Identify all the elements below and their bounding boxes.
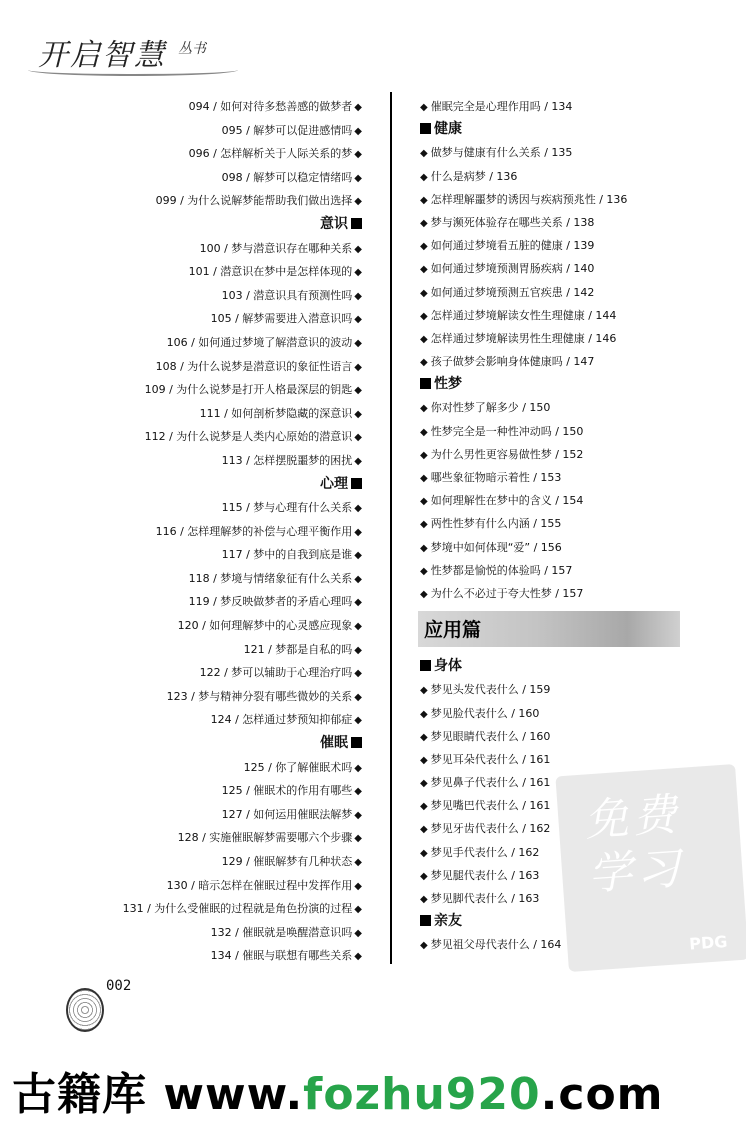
diamond-bullet-icon: ◆	[354, 621, 362, 633]
toc-entry-text: 105 / 解梦需要进入潜意识吗	[210, 312, 353, 326]
footer-highlight: fozhu920	[303, 1069, 541, 1120]
page-number: 002	[106, 978, 132, 994]
toc-entry-text: 孩子做梦会影响身体健康吗 / 147	[430, 355, 595, 369]
section-heading-label: 心理	[320, 475, 348, 492]
diamond-bullet-icon: ◆	[354, 385, 362, 397]
toc-entry-text: 117 / 梦中的自我到底是谁	[221, 548, 353, 562]
toc-entry-text: 催眠完全是心理作用吗 / 134	[430, 100, 573, 113]
toc-entry-text: 梦见腿代表什么 / 163	[430, 868, 540, 882]
toc-entry[interactable]	[420, 211, 690, 234]
toc-entry-text: 127 / 如何运用催眠法解梦	[221, 807, 353, 821]
section-heading	[420, 118, 690, 141]
series-title: 开启智慧	[38, 38, 166, 73]
toc-entry-text: 哪些象征物暗示着性 / 153	[430, 471, 562, 484]
toc-entry[interactable]	[80, 355, 362, 379]
toc-entry-text: 怎样通过梦境解读男性生理健康 / 146	[430, 331, 617, 345]
diamond-bullet-icon: ◆	[354, 668, 362, 680]
toc-entry-text: 100 / 梦与潜意识存在哪种关系	[199, 241, 353, 255]
toc-entry-text: 梦见祖父母代表什么 / 164	[430, 938, 562, 952]
toc-entry-text: 111 / 如何剖析梦隐藏的深意识	[199, 406, 353, 420]
diamond-bullet-icon: ◆	[420, 102, 428, 113]
toc-entry[interactable]	[80, 142, 362, 166]
diamond-bullet-icon: ◆	[420, 171, 428, 183]
section-heading	[420, 655, 690, 678]
diamond-bullet-icon: ◆	[354, 125, 362, 137]
part-banner-title: 应用篇	[424, 619, 482, 642]
section-heading-label: 催眠	[320, 735, 348, 752]
diamond-bullet-icon: ◆	[354, 290, 362, 302]
toc-entry[interactable]	[80, 119, 362, 143]
toc-entry-text: 梦见嘴巴代表什么 / 161	[430, 799, 551, 813]
toc-entry[interactable]	[80, 708, 362, 732]
diamond-bullet-icon: ◆	[420, 542, 428, 554]
toc-entry-text: 106 / 如何通过梦境了解潜意识的波动	[166, 335, 353, 349]
toc-entry-text: 梦见鼻子代表什么 / 161	[430, 776, 551, 790]
diamond-bullet-icon: ◆	[354, 503, 362, 515]
diamond-bullet-icon: ◆	[420, 801, 428, 813]
toc-entry-text: 131 / 为什么受催眠的过程就是角色扮演的过程	[122, 902, 353, 916]
footer-watermark	[0, 1048, 746, 1122]
section-heading-label: 性梦	[434, 376, 462, 393]
section-heading	[80, 213, 362, 237]
toc-entry-text: 122 / 梦可以辅助于心理治疗吗	[199, 666, 353, 680]
diamond-bullet-icon: ◆	[354, 526, 362, 538]
toc-entry-text: 性梦完全是一种性冲动吗 / 150	[430, 424, 584, 438]
toc-entry-text: 118 / 梦境与情绪象征有什么关系	[188, 571, 353, 585]
ornament-icon	[66, 988, 104, 1032]
toc-entry-text: 如何理解性在梦中的含义 / 154	[430, 494, 584, 508]
diamond-bullet-icon: ◆	[354, 267, 362, 279]
diamond-bullet-icon: ◆	[354, 833, 362, 845]
toc-entry[interactable]	[420, 466, 690, 489]
series-subtitle: 丛书	[178, 41, 206, 57]
toc-entry-text: 121 / 梦都是自私的吗	[243, 642, 353, 656]
watermark-stamp	[555, 764, 746, 972]
diamond-bullet-icon: ◆	[354, 243, 362, 255]
toc-entry[interactable]	[420, 420, 690, 443]
toc-entry[interactable]	[420, 678, 690, 701]
diamond-bullet-icon: ◆	[420, 778, 428, 790]
toc-entry-text: 130 / 暗示怎样在催眠过程中发挥作用	[166, 878, 353, 892]
toc-entry-text: 116 / 怎样理解梦的补偿与心理平衡作用	[155, 524, 353, 538]
toc-entry-text: 125 / 你了解催眠术吗	[243, 760, 353, 774]
diamond-bullet-icon: ◆	[420, 473, 428, 484]
page-number-area	[66, 978, 146, 1038]
toc-entry-text: 101 / 潜意识在梦中是怎样体现的	[188, 265, 353, 279]
diamond-bullet-icon: ◆	[420, 287, 428, 299]
series-header	[28, 28, 228, 76]
diamond-bullet-icon: ◆	[354, 762, 362, 774]
diamond-bullet-icon: ◆	[354, 857, 362, 868]
diamond-bullet-icon: ◆	[354, 314, 362, 326]
diamond-bullet-icon: ◆	[420, 588, 428, 600]
diamond-bullet-icon: ◆	[420, 685, 428, 697]
diamond-bullet-icon: ◆	[420, 708, 428, 720]
section-heading-label: 健康	[434, 121, 462, 138]
toc-entry-text: 115 / 梦与心理有什么关系	[221, 501, 353, 515]
toc-entry-text: 113 / 怎样摆脱噩梦的困扰	[221, 453, 353, 467]
toc-entry[interactable]	[80, 378, 362, 402]
toc-entry[interactable]	[80, 850, 362, 874]
diamond-bullet-icon: ◆	[354, 880, 362, 892]
toc-entry[interactable]	[420, 327, 690, 350]
toc-entry[interactable]	[80, 331, 362, 355]
toc-entry-text: 怎样通过梦境解读女性生理健康 / 144	[430, 308, 617, 322]
diamond-bullet-icon: ◆	[354, 927, 362, 939]
toc-entry-text: 梦见手代表什么 / 162	[430, 845, 540, 859]
toc-entry[interactable]	[80, 756, 362, 780]
toc-entry[interactable]	[80, 166, 362, 190]
toc-entry[interactable]	[420, 257, 690, 280]
diamond-bullet-icon: ◆	[420, 496, 428, 508]
toc-entry[interactable]	[80, 921, 362, 945]
diamond-bullet-icon: ◆	[354, 573, 362, 585]
diamond-bullet-icon: ◆	[420, 194, 428, 206]
toc-entry[interactable]	[420, 443, 690, 466]
toc-entry-text: 为什么男性更容易做性梦 / 152	[430, 447, 584, 461]
toc-entry[interactable]	[80, 685, 362, 709]
toc-entry-text: 129 / 催眠解梦有几种状态	[221, 855, 353, 868]
toc-entry[interactable]	[80, 803, 362, 827]
section-heading	[80, 732, 362, 756]
toc-entry-text: 128 / 实施催眠解梦需要哪六个步骤	[177, 831, 353, 845]
toc-entry-text: 什么是病梦 / 136	[430, 169, 518, 183]
toc-entry[interactable]	[420, 702, 690, 725]
footer-link[interactable]	[12, 1058, 664, 1122]
toc-entry-text: 如何通过梦境预测胃肠疾病 / 140	[430, 262, 595, 276]
toc-entry[interactable]	[80, 449, 362, 473]
toc-entry[interactable]	[420, 582, 690, 605]
toc-entry[interactable]	[80, 95, 362, 119]
toc-entry[interactable]	[420, 304, 690, 327]
toc-entry-text: 梦与濒死体验存在哪些关系 / 138	[430, 215, 595, 229]
toc-entry-text: 112 / 为什么说梦是人类内心原始的潜意识	[144, 430, 353, 444]
diamond-bullet-icon: ◆	[354, 597, 362, 609]
toc-entry[interactable]	[420, 165, 690, 188]
diamond-bullet-icon: ◆	[354, 809, 362, 821]
toc-entry[interactable]	[420, 748, 690, 771]
stamp-pdg: PDG	[688, 931, 728, 954]
toc-entry-text: 124 / 怎样通过梦预知抑郁症	[210, 713, 353, 727]
diamond-bullet-icon: ◆	[420, 241, 428, 253]
diamond-bullet-icon: ◆	[354, 337, 362, 349]
diamond-bullet-icon: ◆	[354, 550, 362, 562]
toc-entry-text: 109 / 为什么说梦是打开人格最深层的钥匙	[144, 383, 353, 397]
toc-entry[interactable]	[80, 567, 362, 591]
toc-entry-text: 125 / 催眠术的作用有哪些	[221, 784, 353, 798]
toc-entry[interactable]	[420, 536, 690, 559]
toc-entry[interactable]	[80, 661, 362, 685]
toc-entry[interactable]	[420, 141, 690, 164]
column-divider	[390, 92, 392, 964]
toc-entry-text: 如何通过梦境预测五官疾患 / 142	[430, 285, 595, 299]
toc-entry-text: 梦见牙齿代表什么 / 162	[430, 822, 551, 836]
toc-entry[interactable]	[80, 260, 362, 284]
diamond-bullet-icon: ◆	[354, 644, 362, 656]
diamond-bullet-icon: ◆	[354, 361, 362, 373]
section-heading	[420, 373, 690, 396]
diamond-bullet-icon: ◆	[420, 754, 428, 766]
diamond-bullet-icon: ◆	[420, 824, 428, 836]
toc-entry[interactable]	[80, 496, 362, 520]
stamp-text: 免费学习	[582, 788, 686, 901]
diamond-bullet-icon: ◆	[420, 519, 428, 531]
diamond-bullet-icon: ◆	[420, 940, 428, 952]
diamond-bullet-icon: ◆	[420, 333, 428, 345]
square-bullet-icon	[420, 660, 431, 671]
diamond-bullet-icon: ◆	[420, 310, 428, 322]
toc-entry[interactable]	[80, 520, 362, 544]
diamond-bullet-icon: ◆	[354, 172, 362, 184]
toc-entry-text: 梦见耳朵代表什么 / 161	[430, 752, 551, 766]
toc-entry[interactable]	[80, 284, 362, 308]
square-bullet-icon	[351, 478, 362, 489]
toc-entry[interactable]	[420, 188, 690, 211]
diamond-bullet-icon: ◆	[420, 565, 428, 577]
toc-left-column	[80, 95, 362, 968]
toc-entry[interactable]	[80, 779, 362, 803]
toc-entry-text: 103 / 潜意识具有预测性吗	[221, 288, 353, 302]
toc-entry[interactable]	[80, 543, 362, 567]
toc-entry-text: 性梦都是愉悦的体验吗 / 157	[430, 563, 573, 577]
toc-entry-text: 梦见头发代表什么 / 159	[430, 683, 551, 697]
header-swoosh	[28, 64, 238, 76]
diamond-bullet-icon: ◆	[420, 357, 428, 369]
toc-entry-text: 132 / 催眠就是唤醒潜意识吗	[210, 925, 353, 939]
diamond-bullet-icon: ◆	[420, 217, 428, 229]
toc-entry[interactable]	[80, 590, 362, 614]
diamond-bullet-icon: ◆	[354, 715, 362, 727]
square-bullet-icon	[420, 915, 431, 926]
toc-entry-text: 你对性梦了解多少 / 150	[430, 401, 551, 415]
toc-entry-text: 134 / 催眠与联想有哪些关系	[210, 949, 353, 963]
toc-entry[interactable]	[80, 874, 362, 898]
diamond-bullet-icon: ◆	[354, 786, 362, 798]
toc-entry[interactable]	[80, 944, 362, 968]
diamond-bullet-icon: ◆	[354, 455, 362, 467]
section-heading	[80, 473, 362, 497]
toc-entry-text: 099 / 为什么说解梦能帮助我们做出选择	[155, 194, 353, 208]
toc-entry[interactable]	[420, 559, 690, 582]
toc-entry-text: 120 / 如何理解梦中的心灵感应现象	[177, 619, 353, 633]
toc-entry-text: 怎样理解噩梦的诱因与疾病预兆性 / 136	[430, 192, 628, 206]
toc-entry[interactable]	[420, 512, 690, 535]
toc-entry-text: 梦见脸代表什么 / 160	[430, 706, 540, 720]
footer-suffix: .com	[540, 1069, 664, 1120]
diamond-bullet-icon: ◆	[420, 426, 428, 438]
toc-entry-text: 096 / 怎样解析关于人际关系的梦	[188, 147, 353, 161]
diamond-bullet-icon: ◆	[354, 904, 362, 916]
toc-entry-text: 095 / 解梦可以促进感情吗	[221, 123, 353, 137]
toc-entry-text: 梦境中如何体现“爱” / 156	[430, 540, 562, 554]
diamond-bullet-icon: ◆	[420, 148, 428, 160]
diamond-bullet-icon: ◆	[420, 870, 428, 882]
toc-entry[interactable]	[80, 425, 362, 449]
toc-entry-text: 098 / 解梦可以稳定情绪吗	[221, 170, 353, 184]
square-bullet-icon	[420, 378, 431, 389]
section-heading-label: 意识	[320, 215, 348, 232]
toc-entry[interactable]	[80, 307, 362, 331]
square-bullet-icon	[420, 123, 431, 134]
toc-entry-text: 做梦与健康有什么关系 / 135	[430, 146, 573, 160]
square-bullet-icon	[351, 737, 362, 748]
toc-entry[interactable]	[420, 396, 690, 419]
section-heading-label: 亲友	[434, 913, 462, 930]
diamond-bullet-icon: ◆	[420, 894, 428, 905]
toc-entry[interactable]	[420, 350, 690, 373]
toc-entry[interactable]	[80, 189, 362, 213]
toc-entry[interactable]	[80, 402, 362, 426]
diamond-bullet-icon: ◆	[420, 847, 428, 859]
toc-entry-text: 108 / 为什么说梦是潜意识的象征性语言	[155, 359, 353, 373]
toc-entry[interactable]	[80, 638, 362, 662]
toc-entry-text: 为什么不必过于夸大性梦 / 157	[430, 586, 584, 600]
toc-entry-text: 如何通过梦境看五脏的健康 / 139	[430, 239, 595, 253]
toc-entry[interactable]	[420, 234, 690, 257]
diamond-bullet-icon: ◆	[354, 149, 362, 161]
diamond-bullet-icon: ◆	[420, 264, 428, 276]
toc-entry[interactable]	[420, 281, 690, 304]
diamond-bullet-icon: ◆	[354, 951, 362, 963]
toc-entry-text: 梦见眼睛代表什么 / 160	[430, 729, 551, 743]
toc-entry[interactable]	[420, 95, 690, 118]
diamond-bullet-icon: ◆	[354, 196, 362, 208]
toc-entry[interactable]	[80, 237, 362, 261]
toc-entry-text: 梦见脚代表什么 / 163	[430, 892, 540, 905]
diamond-bullet-icon: ◆	[354, 691, 362, 703]
part-banner	[418, 611, 680, 647]
toc-entry-text: 123 / 梦与精神分裂有哪些微妙的关系	[166, 689, 353, 703]
section-heading-label: 身体	[434, 658, 462, 675]
diamond-bullet-icon: ◆	[420, 449, 428, 461]
toc-entry-text: 两性性梦有什么内涵 / 155	[430, 517, 562, 531]
toc-entry[interactable]	[420, 489, 690, 512]
diamond-bullet-icon: ◆	[420, 731, 428, 743]
toc-entry[interactable]	[80, 826, 362, 850]
toc-entry[interactable]	[80, 897, 362, 921]
toc-entry[interactable]	[420, 725, 690, 748]
toc-entry-text: 119 / 梦反映做梦者的矛盾心理吗	[188, 595, 353, 609]
toc-entry[interactable]	[80, 614, 362, 638]
diamond-bullet-icon: ◆	[420, 403, 428, 415]
diamond-bullet-icon: ◆	[354, 408, 362, 420]
footer-prefix: 古籍库 www.	[12, 1069, 304, 1120]
diamond-bullet-icon: ◆	[354, 432, 362, 444]
diamond-bullet-icon: ◆	[354, 102, 362, 113]
square-bullet-icon	[351, 218, 362, 229]
toc-entry-text: 094 / 如何对待多愁善感的做梦者	[188, 100, 353, 113]
